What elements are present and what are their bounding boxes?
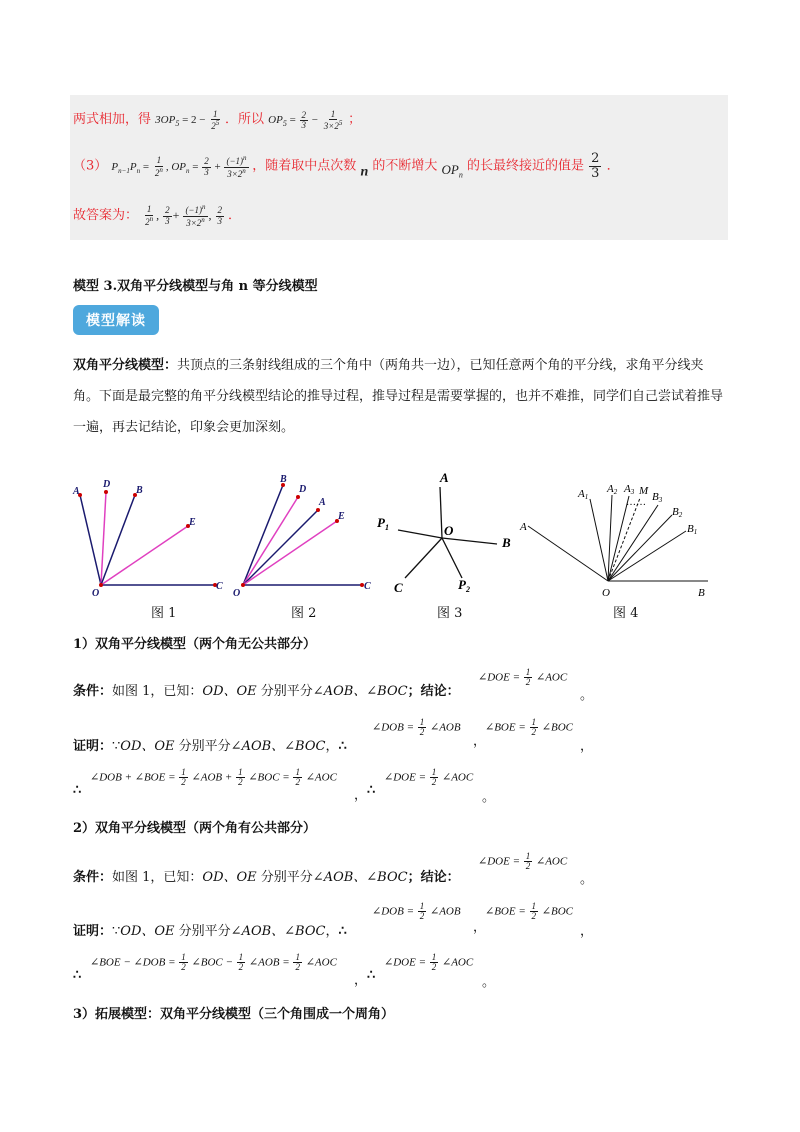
- svg-text:P1: $P_1$: [377, 515, 389, 532]
- intro-paragraph: [73, 350, 728, 443]
- proof1-boe: ∠BOE = $\frac{1}{2}$ ∠BOC: [485, 717, 573, 738]
- svg-text:P2: $P_2$: [458, 577, 470, 594]
- label-b: B: [136, 485, 143, 496]
- math-pn: $P_{n-1}P_n$ = $\frac{1}{2^n}$ , $OP_n$ = $\frac{2}{3}$ + $\frac{(-1)^n}{3\times 2^n}$: [111, 154, 247, 179]
- label-c: C: [216, 581, 223, 592]
- figure-3: [377, 470, 511, 595]
- svg-text:D: D: [299, 484, 307, 495]
- proof1-result: ∠DOE = $\frac{1}{2}$ ∠AOC: [384, 767, 474, 788]
- math-op5: $3OP_5 = 2$ − $\frac{1}{2^5}$: [155, 108, 220, 131]
- figure-4: [519, 483, 708, 599]
- model2-condition: 条件：如图 1，已知：OD、OE 分别平分∠AOB、∠BOC；结论：: [73, 870, 460, 885]
- proof2-boe: ∠BOE = $\frac{1}{2}$ ∠BOC: [485, 901, 573, 922]
- model2-proof: 证明：∵OD、OE 分别平分∠AOB、∠BOC，∴: [73, 924, 347, 939]
- svg-text:E: E: [338, 511, 345, 522]
- model-explain-badge: 模型解读: [73, 305, 159, 335]
- math-frac: $\frac{2}{3}$: [591, 151, 600, 181]
- intro-bold: 双角平分线模型：: [73, 358, 178, 373]
- svg-text:B: B: [502, 535, 511, 550]
- svg-text:A: A: [440, 470, 449, 485]
- svg-text:A3: A3: [624, 483, 635, 496]
- svg-text:C: C: [364, 581, 371, 592]
- proof1-sum: ∠DOB + ∠BOE = $\frac{1}{2}$ ∠AOB + $\frac{1}{2}$ ∠BOC = $\frac{1}{2}$ ∠AOC: [90, 767, 337, 788]
- model2-title: 2）双角平分线模型（两个角有公共部分）: [73, 821, 317, 836]
- model3-title: 3）拓展模型：双角平分线模型（三个角围成一个周角）: [73, 1007, 395, 1022]
- svg-text:B2: B2: [672, 506, 683, 519]
- text: ；: [348, 112, 362, 127]
- model1-title: 1）双角平分线模型（两个角无公共部分）: [73, 637, 317, 652]
- caption-fig2: 图 2: [291, 606, 317, 621]
- math-answer: $\frac{1}{2^n}$ , $\frac{2}{3}$ + $\frac{(-1)^n}{3\times 2^n}$ , $\frac{2}{3}$: [145, 203, 223, 228]
- svg-text:B3: B3: [652, 491, 663, 504]
- svg-text:O: O: [602, 587, 610, 599]
- figures-svg: [0, 465, 800, 615]
- svg-text:A: A: [319, 497, 326, 508]
- answer-line-2: （3） $P_{n-1}P_n$ = $\frac{1}{2^n}$ , $OP_n$ = $\frac{2}{3}$ + $\frac{(-1)^n}{3\times 2^n}$ ，随着取中点次数 n 的不断增大 $OP_n$ 的长最终接近的值是 $\frac{2}{3}$ ．: [73, 151, 620, 181]
- svg-text:B1: B1: [687, 523, 698, 536]
- figure-2: [233, 474, 371, 599]
- label-a: A: [73, 486, 80, 497]
- proof2-diff: ∠BOE − ∠DOB = $\frac{1}{2}$ ∠BOC − $\frac{1}{2}$ ∠AOB = $\frac{1}{2}$ ∠AOC: [90, 952, 337, 973]
- svg-text:M: M: [639, 485, 649, 497]
- model1-condition: 条件：如图 1，已知：OD、OE 分别平分∠AOB、∠BOC；结论：: [73, 684, 460, 699]
- svg-text:A2: A2: [607, 483, 618, 496]
- text: 两式相加，得: [73, 112, 152, 127]
- model2-conclusion: ∠DOE = $\frac{1}{2}$ ∠AOC: [478, 851, 568, 872]
- proof1-dob: ∠DOB = $\frac{1}{2}$ ∠AOB: [372, 717, 461, 738]
- caption-fig4: 图 4: [613, 606, 639, 621]
- intro-text: 共顶点的三条射线组成的三个角中（两角共一边），已知任意两个角的平分线，求角平分线夹角。下面是最完整的角平分线模型结论的推导过程，推导过程是需要掌握的，也并不难推，同学们自己尝试着推导一遍，再去记结论，印象会更加深刻。: [73, 358, 724, 435]
- svg-text:B: B: [698, 587, 705, 599]
- label-e: E: [189, 517, 196, 528]
- caption-fig1: 图 1: [151, 606, 177, 621]
- figure-1: [72, 479, 223, 599]
- answer-line-1: [73, 108, 361, 131]
- proof2-dob: ∠DOB = $\frac{1}{2}$ ∠AOB: [372, 901, 461, 922]
- label-d: D: [103, 479, 111, 490]
- svg-text:A1: A1: [578, 488, 589, 501]
- model1-proof: 证明：∵OD、OE 分别平分∠AOB、∠BOC，∴: [73, 739, 347, 754]
- text: ．所以: [225, 112, 265, 127]
- svg-text:C: C: [394, 580, 403, 595]
- caption-fig3: 图 3: [437, 606, 463, 621]
- svg-text:A: A: [520, 521, 527, 533]
- math-op5-result: $OP_5$ = $\frac{2}{3}$ − $\frac{1}{3\times 2^5}$: [268, 108, 343, 131]
- answer-line-3: 故答案为： $\frac{1}{2^n}$ , $\frac{2}{3}$ + $\frac{(-1)^n}{3\times 2^n}$ , $\frac{2}{3}$ ．: [73, 203, 242, 228]
- svg-text:……: ……: [626, 497, 646, 508]
- svg-text:B: B: [280, 474, 287, 485]
- math-opn: $OP_n$: [441, 161, 463, 180]
- model1-conclusion: ∠DOE = $\frac{1}{2}$ ∠AOC: [478, 667, 568, 688]
- section-heading: 模型 3.双角平分线模型与角 n 等分线模型: [73, 279, 318, 294]
- proof2-result: ∠DOE = $\frac{1}{2}$ ∠AOC: [384, 952, 474, 973]
- svg-text:O: O: [444, 523, 454, 538]
- label-o: O: [92, 588, 100, 599]
- svg-text:O: O: [233, 588, 241, 599]
